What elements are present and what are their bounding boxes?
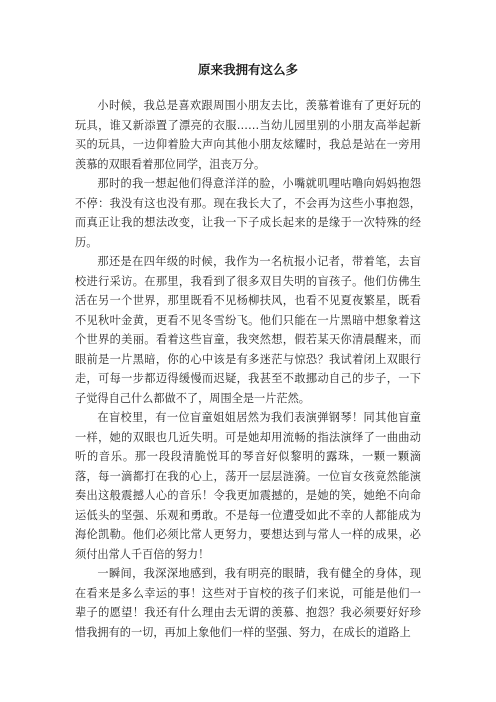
paragraph: 一瞬间，我深深地感到，我有明亮的眼睛，我有健全的身体，现在看来是多么幸运的事！这些对于盲校的孩子们来说，可能是他们一辈子的愿望！我还有什么理由去无谓的羡慕、抱怨？我必须要好好珍惜我拥有的一切，再加上象他们一样的坚强、努力，在成长的道路上 [75,567,421,639]
paragraph: 小时候，我总是喜欢跟周围小朋友去比，羡慕着谁有了更好玩的玩具，谁又新添置了漂亮的衣服……当幼儿园里别的小朋友高举起新买的玩具，一边仰着脸大声向其他小朋友炫耀时，我总是站在一旁用羡慕的双眼看着那位同学，沮丧万分。 [75,99,421,171]
document-body [75,96,421,642]
paragraph: 那还是在四年级的时候，我作为一名杭报小记者，带着笔，去盲校进行采访。在那里，我看到了很多双目失明的盲孩子。他们仿佛生活在另一个世界，那里既看不见杨柳扶风，也看不见夏夜繁星，既看不见秋叶金黄，更看不见冬雪纷飞。他们只能在一片黑暗中想象着这个世界的美丽。看着这些盲童，我突然想，假若某天你清晨醒来，而眼前是一片黑暗，你的心中该是有多迷茫与惊恐？我试着闭上双眼行走，可每一步都迈得缓慢而迟疑，我甚至不敢挪动自己的步子，一下子觉得自己什么都做不了，周围全是一片茫然。 [75,255,421,405]
paragraph: 在盲校里，有一位盲童姐姐居然为我们表演弹钢琴！同其他盲童一样，她的双眼也几近失明。可是她却用流畅的指法演绎了一曲曲动听的音乐。那一段段清脆悦耳的琴音好似黎明的露珠，一颗一颗滴落，每一滴都打在我的心上，荡开一层层涟漪。一位盲女孩竟然能演奏出这般震撼人心的音乐！令我更加震撼的，是她的笑，她绝不向命运低头的坚强、乐观和勇敢。不是每一位遭受如此不幸的人都能成为海伦凯勒。他们必须比常人更努力，要想达到与常人一样的成果，必须付出常人千百倍的努力！ [75,411,421,561]
paragraph: 那时的我一想起他们得意洋洋的脸，小嘴就叽哩咕噜向妈妈抱怨不停：我没有这也没有那。现在我长大了，不会再为这些小事抱怨，而真正让我的想法改变，让我一下子成长起来的是缘于一次特殊的经历。 [75,177,421,249]
document-title: 原来我拥有这么多 [197,62,298,77]
